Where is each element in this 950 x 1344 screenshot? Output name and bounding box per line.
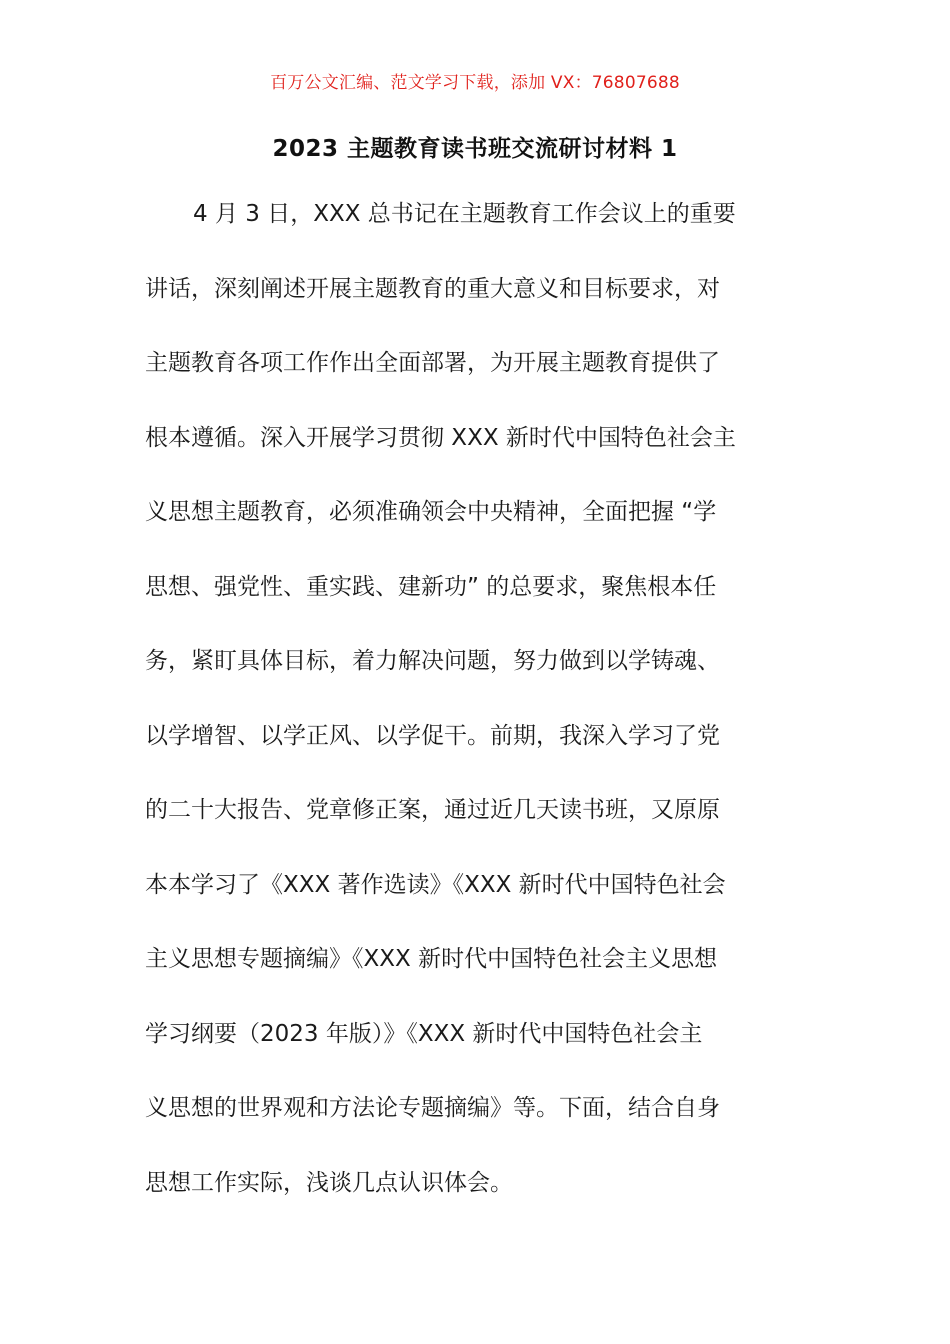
document-title: 2023 主题教育读书班交流研讨材料 1 [272, 136, 678, 162]
body-line: 的二十大报告、党章修正案，通过近几天读书班，又原原 [145, 797, 720, 823]
body-line: 本本学习了《XXX 著作选读》《XXX 新时代中国特色社会 [145, 871, 726, 898]
body-line: 4 月 3 日，XXX 总书记在主题教育工作会议上的重要 [193, 201, 736, 227]
watermark-header: 百万公文汇编、范文学习下载，添加 VX：76807688 [270, 73, 680, 93]
body-line: 思想工作实际，浅谈几点认识体会。 [145, 1169, 513, 1196]
body-line: 务，紧盯具体目标，着力解决问题，努力做到以学铸魂、 [145, 648, 720, 674]
body-line: 主题教育各项工作作出全面部署，为开展主题教育提供了 [145, 350, 720, 376]
body-line: 学习纲要（2023 年版）》《XXX 新时代中国特色社会主 [145, 1020, 703, 1047]
body-line: 义思想的世界观和方法论专题摘编》等。下面，结合自身 [145, 1095, 720, 1121]
body-line: 讲话，深刻阐述开展主题教育的重大意义和目标要求，对 [145, 275, 720, 302]
body-line: 以学增智、以学正风、以学促干。前期，我深入学习了党 [145, 722, 720, 749]
body-line: 根本遵循。深入开展学习贯彻 XXX 新时代中国特色社会主 [145, 424, 736, 451]
body-line: 义思想主题教育，必须准确领会中央精神，全面把握 “学 [145, 499, 717, 525]
body-paragraph [145, 196, 810, 1239]
body-line: 主义思想专题摘编》《XXX 新时代中国特色社会主义思想 [145, 946, 718, 972]
body-line: 思想、强党性、重实践、建新功” 的总要求，聚焦根本任 [145, 573, 717, 600]
